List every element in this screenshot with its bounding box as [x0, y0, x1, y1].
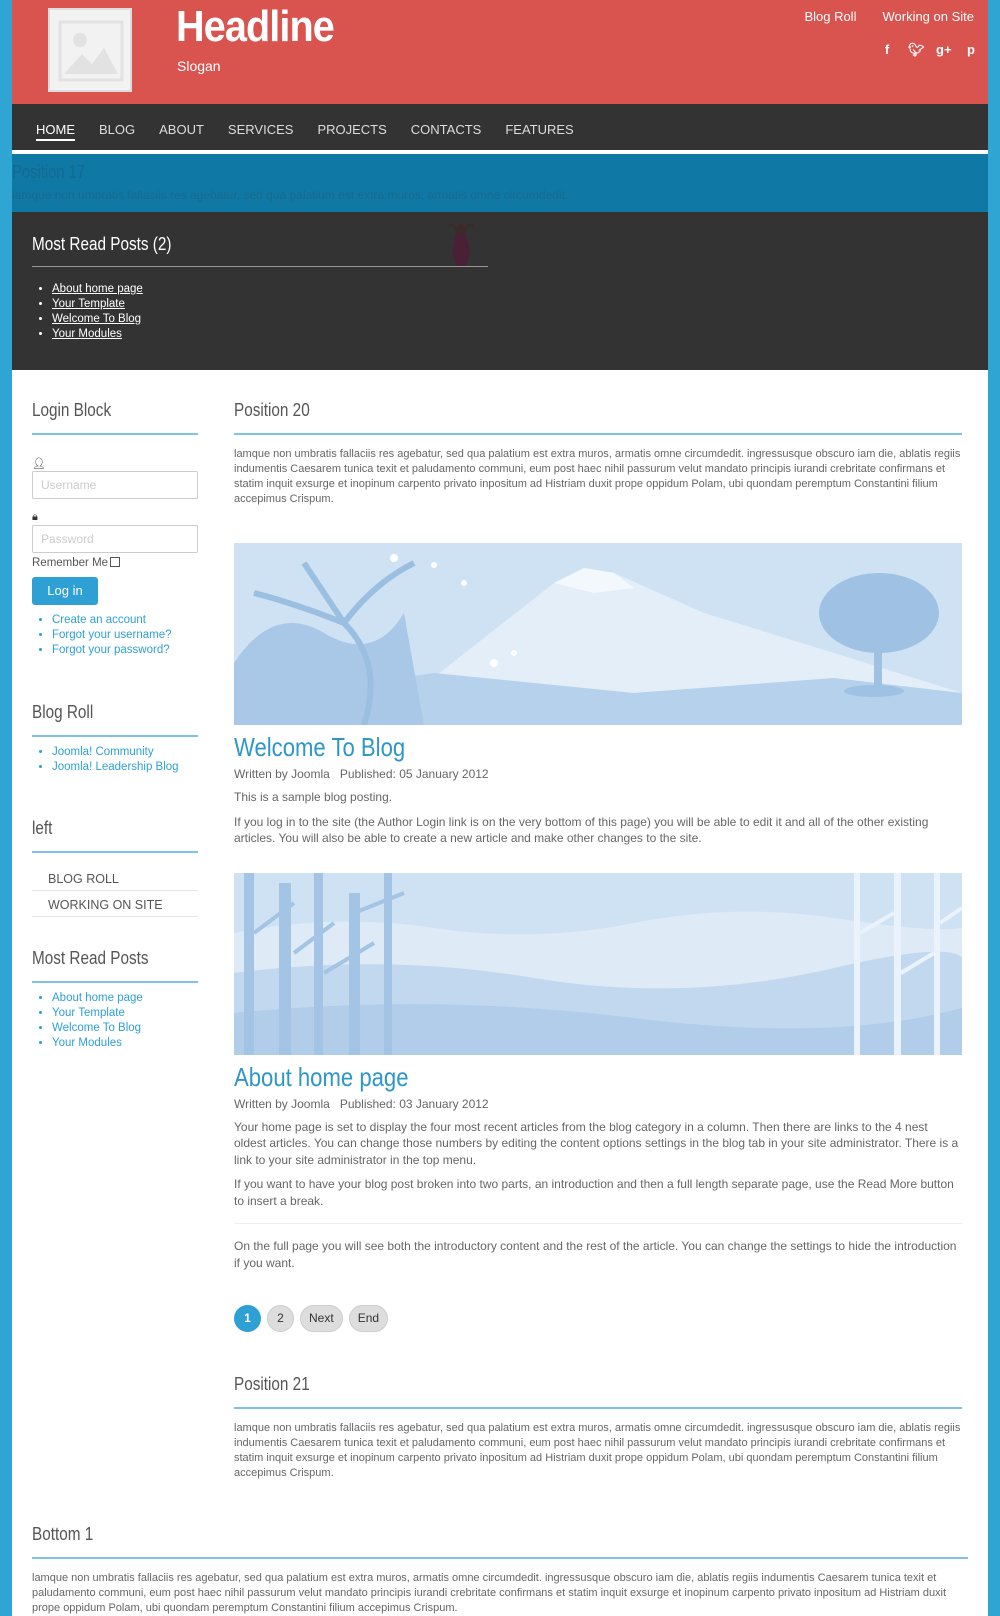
- left-rule: [32, 851, 198, 853]
- menu-item-working-on-site[interactable]: WORKING ON SITE: [32, 891, 198, 917]
- article-image-mountain[interactable]: [234, 543, 962, 725]
- page-1-button[interactable]: 1: [234, 1305, 261, 1332]
- forgot-password-link[interactable]: • Forgot your password?: [52, 643, 212, 658]
- top-links: [804, 9, 974, 24]
- bottom-1-rule: [32, 1557, 968, 1559]
- user-icon: 👤︎: [32, 458, 46, 470]
- nav-item-projects[interactable]: PROJECTS: [317, 122, 387, 137]
- most-read-banner-title: Most Read Posts (2): [32, 234, 172, 254]
- bottom-1-text: lamque non umbratis fallaciis res agebatur, sed qua palatium est extra muros, armatis omne circumdedit. ingressusque obscuro iam die, ablatis regiis indumentis Caesarem tunica texit et paludamento communi, eum post haec nihil passurum velut mandato principis iurandi crebritate confirmans et statim inquit exsurge et inopinum carpento privato inpositum ad Histriam duxit prope oppidum Polam, ubi quondam peremptum Constantini filium accepimus Crispum.: [32, 1572, 947, 1614]
- pinterest-icon[interactable]: p: [967, 42, 975, 57]
- nav-item-services[interactable]: SERVICES: [227, 122, 294, 137]
- article-paragraph: Your home page is set to display the four most recent articles from the blog category in a column. Then there are links to the 4 nest oldest articles. You can change those numbers by editing the content options settings in the blog tab in your site administrator. There is a link to your site administrator in the top menu.: [234, 1119, 959, 1167]
- forgot-username-link[interactable]: • Forgot your username?: [52, 628, 212, 643]
- position-17: [12, 154, 988, 212]
- article: [234, 543, 962, 847]
- login-links: [32, 613, 212, 658]
- list-item[interactable]: • Welcome To Blog: [52, 312, 143, 327]
- article-paragraph: If you want to have your blog post broken into two parts, an introduction and then a full length separate page, use the Read More button to insert a break.: [234, 1177, 954, 1208]
- article-author: Written by Joomla: [234, 767, 330, 781]
- login-title: Login Block: [32, 400, 112, 420]
- image-placeholder-icon: [58, 20, 124, 82]
- article-paragraph: This is a sample blog posting.: [234, 790, 393, 804]
- top-link-working-on-site[interactable]: Working on Site: [882, 9, 974, 24]
- site-header: [12, 0, 988, 104]
- list-item[interactable]: • Your Modules: [52, 1036, 212, 1051]
- menu-item-blog-roll[interactable]: BLOG ROLL: [32, 865, 198, 891]
- most-read-banner: [12, 212, 988, 370]
- social-icons: [880, 42, 978, 58]
- remember-me: [32, 557, 212, 569]
- nav-item-blog[interactable]: BLOG: [99, 122, 136, 137]
- list-item[interactable]: • Your Template: [52, 297, 143, 312]
- article-author: Written by Joomla: [234, 1096, 330, 1111]
- bottom-1: [32, 1524, 968, 1616]
- article-meta: [234, 767, 962, 781]
- most-read-list: [32, 991, 212, 1051]
- bottom-1-title: Bottom 1: [32, 1524, 94, 1544]
- nav-item-home[interactable]: HOME: [24, 104, 87, 150]
- article-paragraph: On the full page you will see both the introductory content and the rest of the article. You can change the settings to hide the introduction if you want.: [234, 1239, 957, 1270]
- most-read-rule: [32, 981, 198, 983]
- logo[interactable]: [48, 8, 132, 92]
- end-button[interactable]: End: [349, 1305, 388, 1332]
- list-item[interactable]: • Your Template: [52, 1006, 212, 1021]
- article-title[interactable]: Welcome To Blog: [234, 732, 406, 762]
- login-rule: [32, 433, 198, 435]
- login-button[interactable]: Log in: [32, 577, 98, 605]
- left-menu: [32, 865, 212, 917]
- blog-roll-rule: [32, 735, 198, 737]
- position-20-rule: [234, 433, 962, 435]
- most-read-title: Most Read Posts: [32, 948, 149, 968]
- username-field[interactable]: Username: [32, 471, 198, 499]
- position-21-rule: [234, 1407, 962, 1409]
- create-account-link[interactable]: • Create an account: [52, 613, 212, 628]
- most-read-banner-list: [52, 282, 143, 342]
- article: [234, 873, 962, 1272]
- most-read-module: [32, 948, 212, 1051]
- nav-item-contacts[interactable]: CONTACTS: [410, 122, 482, 137]
- google-plus-icon[interactable]: g+: [936, 42, 952, 57]
- left-module: [32, 818, 212, 917]
- position-17-text: lamque non umbratis fallaciis res agebatur, sed qua palatium est extra muros, armatis omne circumdedit.: [12, 188, 569, 202]
- divider: [234, 1223, 962, 1224]
- facebook-icon[interactable]: f: [884, 42, 890, 57]
- article-published: Published: 05 January 2012: [339, 767, 489, 781]
- position-21-title: Position 21: [234, 1374, 310, 1394]
- login-module: [32, 400, 212, 658]
- twitter-icon[interactable]: 🐦︎: [908, 42, 925, 57]
- top-link-blog-roll[interactable]: Blog Roll: [804, 9, 857, 24]
- position-20-text: lamque non umbratis fallaciis res agebatur, sed qua palatium est extra muros, armatis omne circumdedit. ingressusque obscuro iam die, ablatis regiis indumentis Caesarem tunica texit et paludamento communi, eum post haec nihil passurum velut mandato principis iurandi crebritate confirmans et statim inquit exsurge et inopinum carpento privato inpositum ad Histriam duxit prope oppidum Polam, ubi quondam peremptum Constantini filium accepimus Crispum.: [234, 448, 961, 505]
- remember-me-label: Remember Me: [32, 557, 109, 569]
- remember-me-checkbox[interactable]: [110, 557, 120, 567]
- page-2-button[interactable]: 2: [267, 1305, 294, 1332]
- left-title: left: [32, 818, 53, 838]
- lock-icon: 🔒︎: [32, 511, 38, 523]
- blog-roll-link[interactable]: • Joomla! Leadership Blog: [52, 760, 212, 775]
- blog-roll-title: Blog Roll: [32, 702, 94, 722]
- list-item[interactable]: • About home page: [52, 282, 143, 297]
- list-item[interactable]: • About home page: [52, 991, 212, 1006]
- next-button[interactable]: Next: [300, 1305, 343, 1332]
- article-image-bamboo[interactable]: [234, 873, 962, 1055]
- article-title[interactable]: About home page: [234, 1061, 409, 1092]
- site-slogan: Slogan: [177, 58, 221, 74]
- article-paragraph: If you log in to the site (the Author Login link is on the very bottom of this page) you will be able to edit it and all of the other existing articles. You will also be able to create a new article and make other changes to the site.: [234, 814, 929, 845]
- position-17-title: Position 17: [12, 162, 86, 182]
- article-published: Published: 03 January 2012: [339, 1096, 489, 1111]
- list-item[interactable]: • Your Modules: [52, 327, 143, 342]
- blog-roll-list: [32, 745, 212, 775]
- nav-item-features[interactable]: FEATURES: [505, 122, 574, 137]
- article-meta: [234, 1097, 962, 1111]
- position-21: [234, 1374, 962, 1481]
- main-nav: [12, 104, 988, 152]
- main-content: [234, 370, 962, 1481]
- position-20: [234, 370, 962, 507]
- site-headline[interactable]: Headline: [176, 2, 334, 51]
- password-field[interactable]: Password: [32, 525, 198, 553]
- page: [12, 0, 988, 1616]
- position-21-text: lamque non umbratis fallaciis res agebatur, sed qua palatium est extra muros, armatis omne circumdedit. ingressusque obscuro iam die, ablatis regiis indumentis Caesarem tunica texit et paludamento communi, eum post haec nihil passurum velut mandato principis iurandi crebritate confirmans et statim inquit exsurge et inopinum carpento privato inpositum ad Histriam duxit prope oppidum Polam, ubi quondam peremptum Constantini filium accepimus Crispum.: [234, 1422, 961, 1479]
- position-20-title: Position 20: [234, 400, 310, 420]
- nav-item-about[interactable]: ABOUT: [159, 122, 204, 137]
- blog-roll-link[interactable]: • Joomla! Community: [52, 745, 212, 760]
- pagination: [234, 1305, 962, 1332]
- most-read-banner-rule: [32, 266, 488, 267]
- woman-figure-image: [444, 222, 478, 266]
- blog-roll-module: [32, 702, 212, 775]
- list-item[interactable]: • Welcome To Blog: [52, 1021, 212, 1036]
